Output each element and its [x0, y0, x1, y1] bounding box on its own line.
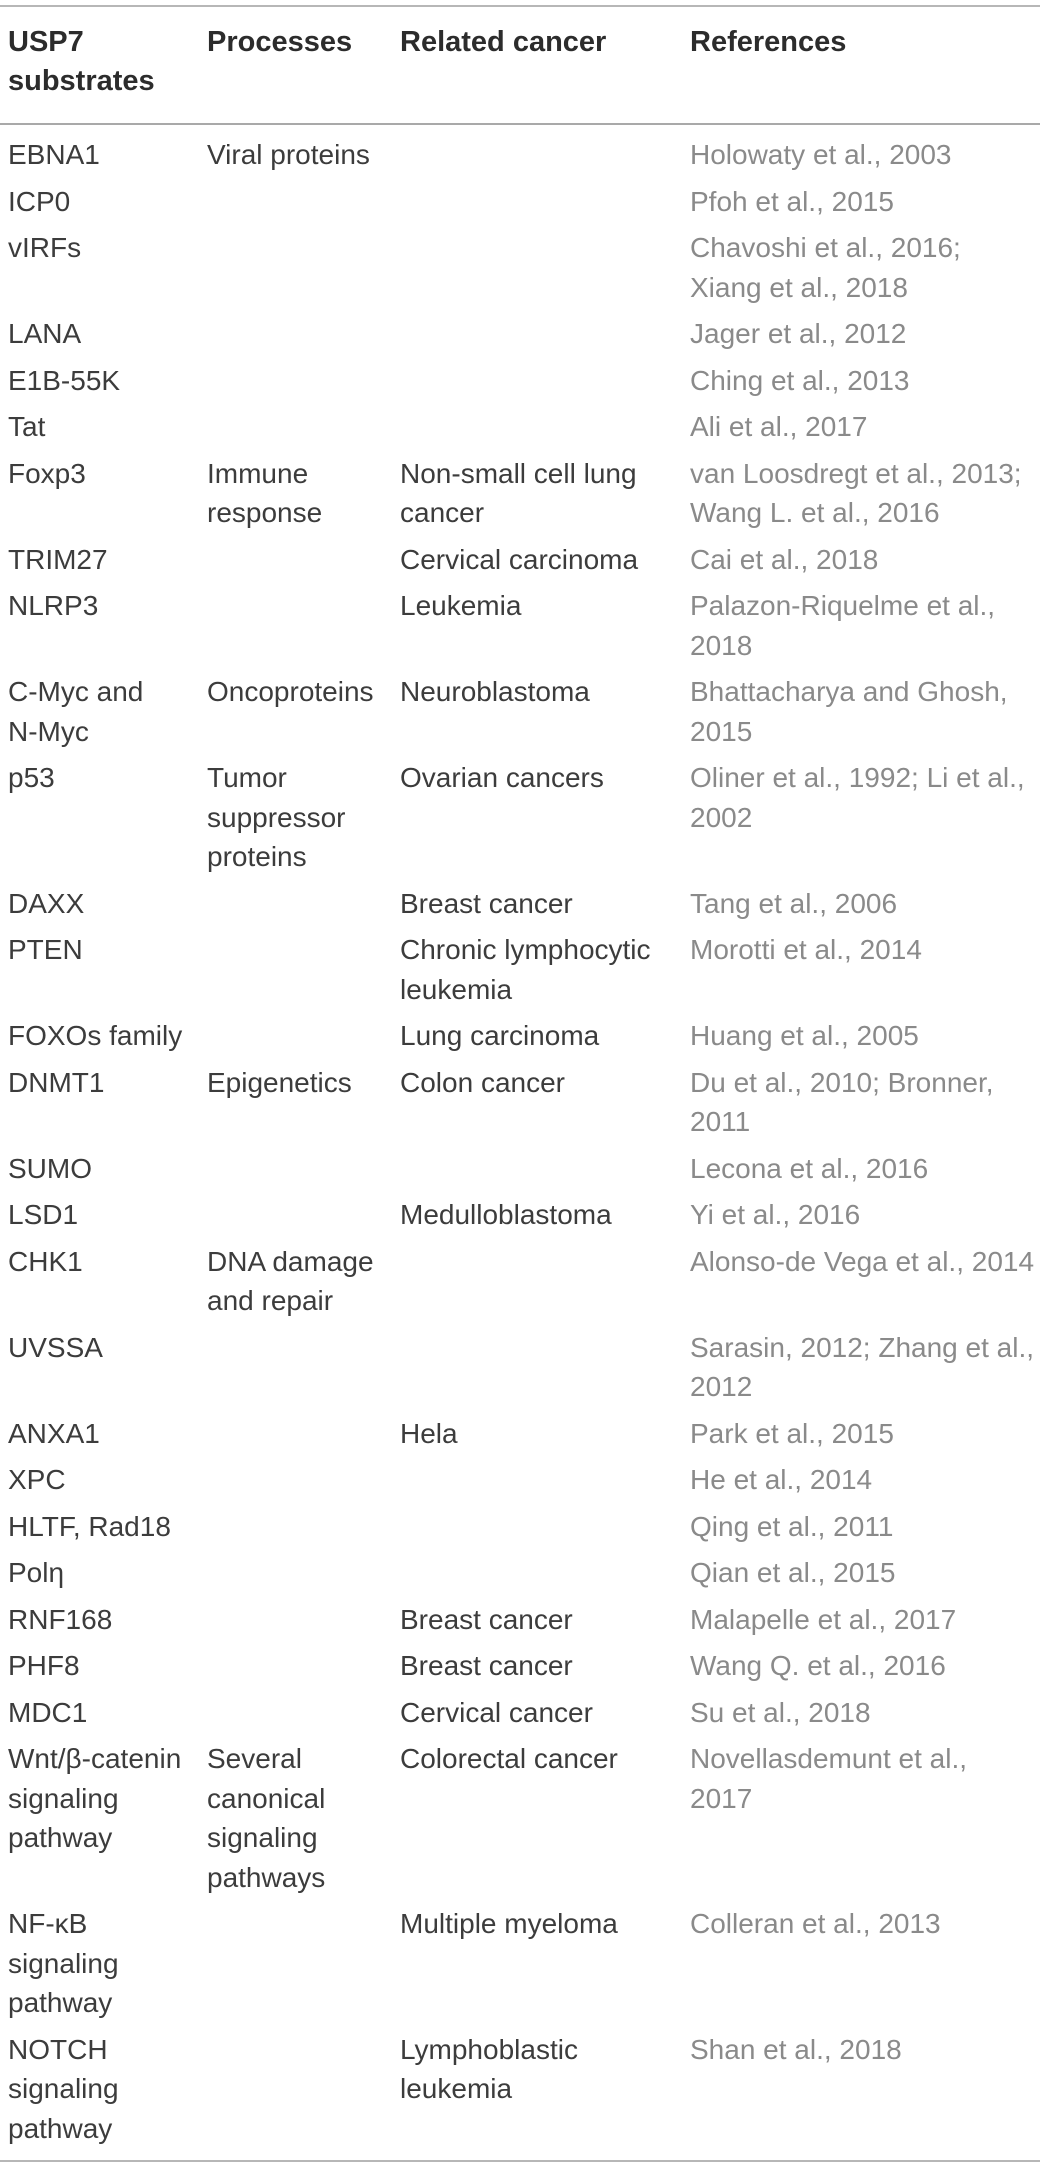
cell-cancer — [392, 1504, 682, 1551]
cell-cancer: Medulloblastoma — [400, 1199, 612, 1230]
cell-substrate: XPC — [8, 1464, 66, 1495]
cell-references: Oliner et al., 1992; Li et al., 2002 — [690, 762, 1025, 833]
cell-process — [199, 1901, 392, 2027]
cell-references: Holowaty et al., 2003 — [690, 139, 952, 170]
cell-cancer — [392, 1457, 682, 1504]
cell-cancer — [392, 225, 682, 311]
table-row — [0, 225, 1040, 311]
cell-references: Ching et al., 2013 — [690, 364, 910, 396]
table-row — [0, 1690, 1040, 1737]
table-row — [0, 2027, 1040, 2161]
cell-substrate: MDC1 — [8, 1696, 88, 1728]
cell-substrate: RNF168 — [8, 1603, 113, 1635]
table-row — [0, 755, 1040, 881]
cell-cancer: Breast cancer — [400, 1650, 573, 1681]
header-process: Processes — [207, 26, 353, 58]
cell-substrate: LSD1 — [8, 1199, 79, 1230]
cell-references: Tang et al., 2006 — [690, 887, 898, 919]
table-row — [0, 1013, 1040, 1060]
header-cancer: Related cancer — [400, 26, 607, 58]
cell-cancer: Chronic lymphocytic leukemia — [400, 934, 651, 1005]
table-row — [0, 1550, 1040, 1597]
cell-cancer — [392, 1239, 682, 1325]
table-body — [0, 125, 1040, 2160]
cell-references: Malapelle et al., 2017 — [690, 1603, 957, 1635]
cell-substrate: p53 — [8, 762, 55, 793]
substrates-table — [0, 5, 1040, 2162]
cell-cancer: Lung carcinoma — [400, 1020, 600, 1051]
cell-references: Colleran et al., 2013 — [690, 1908, 941, 1939]
cell-cancer: Neuroblastoma — [400, 676, 590, 707]
table-row — [0, 1060, 1040, 1146]
cell-process — [199, 881, 392, 928]
table-row — [0, 311, 1040, 358]
cell-references: Ali et al., 2017 — [690, 411, 868, 442]
table-row — [0, 1457, 1040, 1504]
cell-process: Immune response — [207, 457, 323, 528]
cell-references: Novellasdemunt et al., 2017 — [690, 1743, 968, 1814]
cell-process — [199, 179, 392, 226]
cell-cancer: Ovarian cancers — [400, 762, 604, 793]
cell-process — [199, 583, 392, 669]
table-row — [0, 1192, 1040, 1239]
cell-cancer: Colon cancer — [400, 1066, 565, 1098]
cell-process — [199, 1504, 392, 1551]
table-row — [0, 125, 1040, 179]
table-row — [0, 1146, 1040, 1193]
cell-references: Morotti et al., 2014 — [690, 934, 922, 965]
cell-process — [199, 358, 392, 405]
cell-substrate: Foxp3 — [8, 457, 86, 489]
cell-process: Oncoproteins — [207, 676, 374, 707]
cell-cancer — [392, 1550, 682, 1597]
cell-cancer: Non-small cell lung cancer — [400, 457, 637, 528]
cell-references: Qing et al., 2011 — [690, 1510, 894, 1542]
table-header — [0, 7, 1040, 123]
table-row — [0, 1901, 1040, 2027]
cell-process — [199, 404, 392, 451]
table-row — [0, 358, 1040, 405]
cell-substrate: C-Myc and N-Myc — [8, 676, 144, 747]
header-references: References — [690, 26, 847, 58]
cell-substrate: PTEN — [8, 934, 83, 965]
cell-substrate: HLTF, Rad18 — [8, 1510, 171, 1542]
cell-process — [199, 1411, 392, 1458]
cell-references: Chavoshi et al., 2016; Xiang et al., 2018 — [690, 232, 961, 303]
table-body-wrap — [0, 125, 1040, 2160]
cell-process: Viral proteins — [207, 139, 370, 170]
cell-process — [199, 1690, 392, 1737]
cell-process — [199, 1146, 392, 1193]
cell-substrate: E1B-55K — [8, 364, 121, 396]
cell-process — [199, 1457, 392, 1504]
cell-substrate: LANA — [8, 318, 82, 349]
cell-cancer: Multiple myeloma — [400, 1908, 618, 1939]
cell-substrate: NF-κB signaling pathway — [8, 1908, 119, 2018]
cell-substrate: DNMT1 — [8, 1066, 105, 1098]
cell-cancer — [392, 179, 682, 226]
table-row — [0, 179, 1040, 226]
cell-references: Lecona et al., 2016 — [690, 1152, 929, 1184]
cell-substrate: EBNA1 — [8, 139, 100, 170]
table-row — [0, 1239, 1040, 1325]
header-row — [0, 7, 1040, 123]
cell-process: Several canonical signaling pathways — [207, 1743, 326, 1893]
table-row — [0, 927, 1040, 1013]
table-row — [0, 1736, 1040, 1901]
cell-process — [199, 225, 392, 311]
cell-process — [199, 1643, 392, 1690]
cell-cancer — [392, 358, 682, 405]
table-row — [0, 1597, 1040, 1644]
cell-references: Alonso-de Vega et al., 2014 — [690, 1245, 1035, 1277]
cell-references: Bhattacharya and Ghosh, 2015 — [690, 676, 1008, 747]
cell-substrate: vIRFs — [8, 232, 82, 263]
cell-references: Pfoh et al., 2015 — [690, 185, 894, 217]
cell-substrate: PHF8 — [8, 1650, 80, 1681]
cell-substrate: UVSSA — [8, 1331, 103, 1363]
cell-references: Qian et al., 2015 — [690, 1557, 896, 1588]
table-row — [0, 537, 1040, 584]
cell-references: van Loosdregt et al., 2013; Wang L. et al., 2016 — [690, 457, 1022, 528]
cell-references: Shan et al., 2018 — [690, 2033, 902, 2065]
cell-references: He et al., 2014 — [690, 1464, 873, 1495]
cell-cancer — [392, 1325, 682, 1411]
table-row — [0, 881, 1040, 928]
table-row — [0, 1325, 1040, 1411]
cell-cancer: Breast cancer — [400, 887, 573, 919]
cell-references: Sarasin, 2012; Zhang et al., 2012 — [690, 1331, 1034, 1402]
cell-references: Jager et al., 2012 — [690, 318, 907, 349]
cell-process: Epigenetics — [207, 1066, 352, 1098]
cell-substrate: CHK1 — [8, 1245, 83, 1277]
table-row — [0, 451, 1040, 537]
cell-cancer: Breast cancer — [400, 1603, 573, 1635]
cell-references: Wang Q. et al., 2016 — [690, 1650, 946, 1681]
table-row — [0, 1643, 1040, 1690]
cell-references: Cai et al., 2018 — [690, 543, 879, 575]
cell-cancer: Lymphoblastic leukemia — [400, 2033, 578, 2104]
cell-cancer — [392, 1146, 682, 1193]
table — [0, 7, 1040, 123]
cell-substrate: FOXOs family — [8, 1020, 183, 1051]
cell-substrate: NOTCH signaling pathway — [8, 2033, 119, 2144]
cell-references: Huang et al., 2005 — [690, 1020, 919, 1051]
cell-substrate: TRIM27 — [8, 543, 108, 575]
table-row — [0, 1504, 1040, 1551]
cell-references: Du et al., 2010; Bronner, 2011 — [690, 1066, 994, 1137]
table-row — [0, 1411, 1040, 1458]
cell-substrate: Tat — [8, 411, 46, 442]
cell-cancer: Cervical cancer — [400, 1696, 593, 1728]
cell-substrate: SUMO — [8, 1152, 92, 1184]
cell-process — [199, 1325, 392, 1411]
cell-process — [199, 1550, 392, 1597]
cell-process — [199, 537, 392, 584]
cell-cancer — [392, 404, 682, 451]
cell-process — [199, 2027, 392, 2161]
cell-substrate: ANXA1 — [8, 1417, 100, 1449]
cell-process: DNA damage and repair — [207, 1245, 374, 1316]
cell-substrate: Polη — [8, 1557, 65, 1588]
cell-cancer — [392, 311, 682, 358]
cell-substrate: ICP0 — [8, 185, 71, 217]
table-row — [0, 404, 1040, 451]
table-row — [0, 669, 1040, 755]
cell-substrate: DAXX — [8, 887, 85, 919]
cell-process — [199, 1192, 392, 1239]
cell-substrate: NLRP3 — [8, 590, 99, 621]
cell-references: Park et al., 2015 — [690, 1417, 894, 1449]
cell-cancer: Leukemia — [400, 590, 522, 621]
cell-references: Yi et al., 2016 — [690, 1199, 861, 1230]
cell-references: Su et al., 2018 — [690, 1696, 871, 1728]
table-row — [0, 583, 1040, 669]
cell-process — [199, 311, 392, 358]
cell-process — [199, 1013, 392, 1060]
cell-process — [199, 1597, 392, 1644]
header-substrate: USP7 substrates — [8, 26, 155, 97]
cell-substrate: Wnt/β-catenin signaling pathway — [8, 1743, 182, 1853]
cell-cancer — [392, 125, 682, 179]
cell-cancer: Colorectal cancer — [400, 1743, 618, 1774]
cell-process: Tumor suppressor proteins — [207, 762, 346, 872]
cell-references: Palazon-Riquelme et al., 2018 — [690, 590, 996, 661]
cell-process — [199, 927, 392, 1013]
cell-cancer: Cervical carcinoma — [400, 543, 639, 575]
cell-cancer: Hela — [400, 1417, 458, 1449]
